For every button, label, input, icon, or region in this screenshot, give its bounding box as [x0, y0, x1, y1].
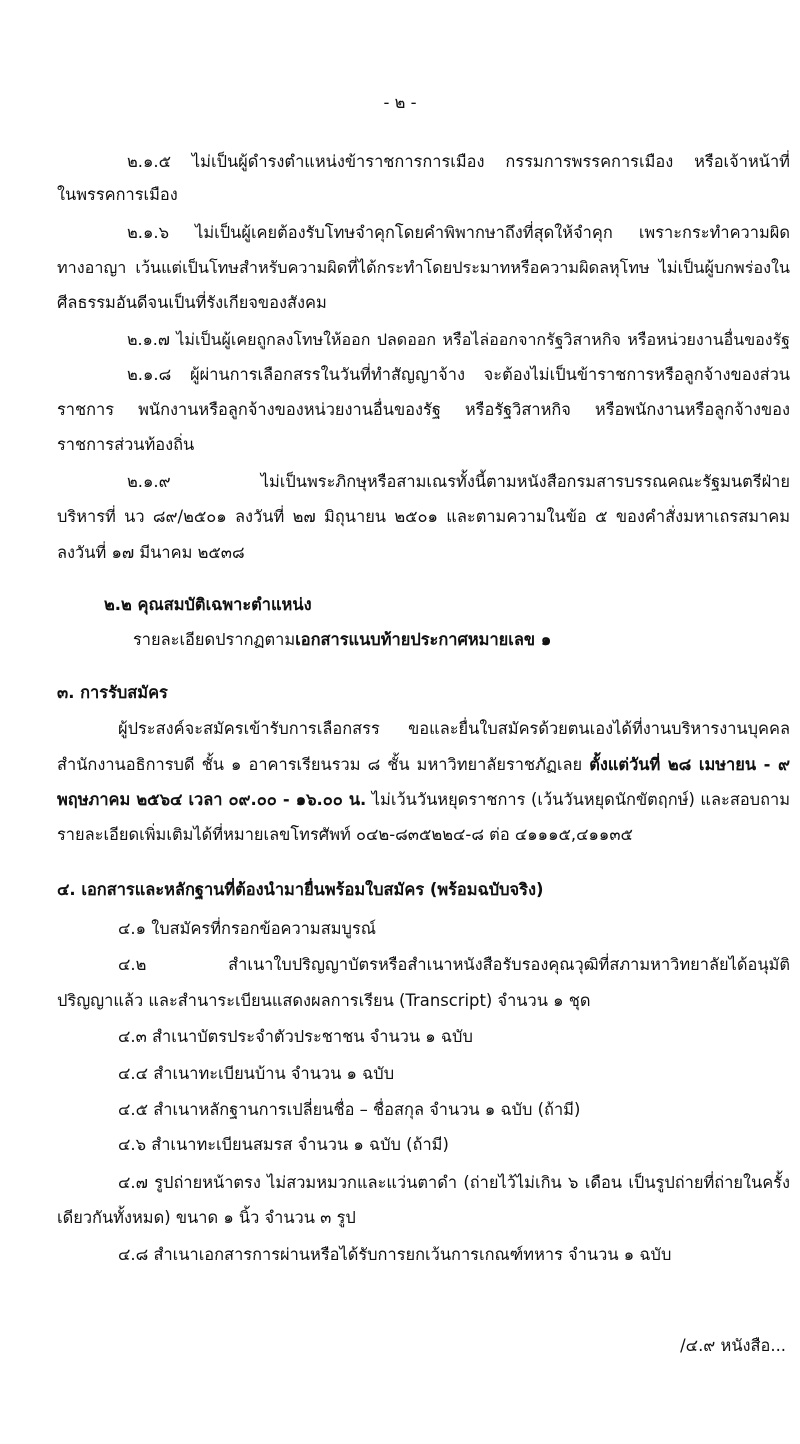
section-3-heading: ๓. การรับสมัคร: [57, 683, 168, 702]
item-2-1-5-line-2: ในพรรคการเมือง: [57, 185, 178, 204]
item-2-1-8-line-2: ราชการ พนักงานหรือลูกจ้างของหน่วยงานอื่นของรัฐ หรือรัฐวิสาหกิจ หรือพนักงานหรือลูกจ้างของ: [57, 400, 790, 419]
section-3-application-period: ตั้งแต่วันที่ ๒๘ เมษายน - ๙: [589, 755, 790, 774]
item-4-3: ๔.๓ สำเนาบัตรประจำตัวประชาชน จำนวน ๑ ฉบับ: [118, 1027, 473, 1046]
continuation-marker: /๔.๙ หนังสือ...: [680, 1336, 786, 1355]
section-3-line-3-plain: ไม่เว้นวันหยุดราชการ (เว้นวันหยุดนักขัตฤกษ์) และสอบถาม: [366, 790, 791, 809]
item-4-7-line-1: ๔.๗ รูปถ่ายหน้าตรง ไม่สวมหมวกและแว่นตาดำ (ถ่ายไว้ไม่เกิน ๖ เดือน เป็นรูปถ่ายที่ถ่ายในครั้ง: [118, 1173, 790, 1192]
item-4-6: ๔.๖ สำเนาทะเบียนสมรส จำนวน ๑ ฉบับ (ถ้ามี): [118, 1135, 449, 1154]
item-4-1: ๔.๑ ใบสมัครที่กรอกข้อความสมบูรณ์: [118, 919, 376, 938]
item-4-7-line-2: เดียวกันทั้งหมด) ขนาด ๑ นิ้ว จำนวน ๓ รูป: [57, 1208, 356, 1227]
item-4-2-line-2: ปริญญาแล้ว และสำนาระเบียนแสดงผลการเรียน (Transcript) จำนวน ๑ ชุด: [57, 991, 591, 1010]
item-2-1-6-line-3: ศีลธรรมอันดีจนเป็นที่รังเกียจของสังคม: [57, 293, 327, 312]
item-2-1-6-line-2: ทางอาญา เว้นแต่เป็นโทษสำหรับความผิดที่ได้กระทำโดยประมาทหรือความผิดลหุโทษ ไม่เป็นผู้บกพร่องใน: [57, 258, 790, 277]
section-3-application-time: พฤษภาคม ๒๕๖๔ เวลา ๐๙.๐๐ - ๑๖.๐๐ น.: [57, 790, 367, 809]
item-2-2-heading: ๒.๒ คุณสมบัติเฉพาะตำแหน่ง: [104, 595, 312, 614]
item-2-1-8-line-1: ๒.๑.๘ ผู้ผ่านการเลือกสรรในวันที่ทำสัญญาจ้าง จะต้องไม่เป็นข้าราชการหรือลูกจ้างของส่วน: [127, 365, 790, 384]
item-2-1-5-line-1: ๒.๑.๕ ไม่เป็นผู้ดำรงตำแหน่งข้าราชการการเมือง กรรมการพรรคการเมือง หรือเจ้าหน้าที่: [127, 152, 790, 171]
item-2-1-9-line-2: บริหารที่ นว ๘๙/๒๕๐๑ ลงวันที่ ๒๗ มิถุนายน ๒๕๐๑ และตามความในข้อ ๕ ของคำสั่งมหาเถรสมาคม: [57, 507, 790, 526]
item-4-5: ๔.๕ สำเนาหลักฐานการเปลี่ยนชื่อ – ชื่อสกุล จำนวน ๑ ฉบับ (ถ้ามี): [118, 1100, 581, 1119]
item-4-2-line-1: ๔.๒ สำเนาใบปริญญาบัตรหรือสำเนาหนังสือรับรองคุณวุฒิที่สภามหาวิทยาลัยได้อนุมัติ: [118, 955, 790, 974]
section-3-line-4: รายละเอียดเพิ่มเติมได้ที่หมายเลขโทรศัพท์ ๐๔๒-๘๓๕๒๒๔-๘ ต่อ ๔๑๑๑๕,๔๑๑๓๕: [57, 825, 633, 844]
section-3-line-2-plain: สำนักงานอธิการบดี ชั้น ๑ อาคารเรียนรวม ๘ ชั้น มหาวิทยาลัยราชภัฏเลย: [57, 755, 590, 774]
item-4-8: ๔.๘ สำเนาเอกสารการผ่านหรือได้รับการยกเว้นการเกณฑ์ทหาร จำนวน ๑ ฉบับ: [118, 1245, 672, 1264]
item-2-1-7-line-1: ๒.๑.๗ ไม่เป็นผู้เคยถูกลงโทษให้ออก ปลดออก หรือไล่ออกจากรัฐวิสาหกิจ หรือหน่วยงานอื่นของรัฐ: [127, 330, 790, 349]
item-2-1-9-line-1: ๒.๑.๙ ไม่เป็นพระภิกษุหรือสามเณรทั้งนี้ตามหนังสือกรมสารบรรณคณะรัฐมนตรีฝ่าย: [127, 472, 790, 491]
item-2-2-detail-prefix: รายละเอียดปรากฏตาม: [133, 630, 296, 649]
item-4-4: ๔.๔ สำเนาทะเบียนบ้าน จำนวน ๑ ฉบับ: [118, 1064, 395, 1083]
item-2-1-8-line-3: ราชการส่วนท้องถิ่น: [57, 435, 195, 454]
page-number: - ๒ -: [383, 93, 417, 112]
item-2-2-detail-emphasis: เอกสารแนบท้ายประกาศหมายเลข ๑: [295, 630, 552, 649]
item-2-2-detail: [133, 629, 551, 651]
section-3-line-2: [57, 754, 790, 776]
section-3-line-1: ผู้ประสงค์จะสมัครเข้ารับการเลือกสรร ขอและยื่นใบสมัครด้วยตนเองได้ที่งานบริหารงานบุคคล: [118, 719, 790, 738]
item-2-1-9-line-3: ลงวันที่ ๑๗ มีนาคม ๒๕๓๘: [57, 543, 245, 562]
section-4-heading: ๔. เอกสารและหลักฐานที่ต้องนำมายื่นพร้อมใบสมัคร (พร้อมฉบับจริง): [57, 880, 544, 899]
section-3-line-3: [57, 789, 790, 811]
item-2-1-6-line-1: ๒.๑.๖ ไม่เป็นผู้เคยต้องรับโทษจำคุกโดยคำพิพากษาถึงที่สุดให้จำคุก เพราะกระทำความผิด: [127, 223, 790, 242]
